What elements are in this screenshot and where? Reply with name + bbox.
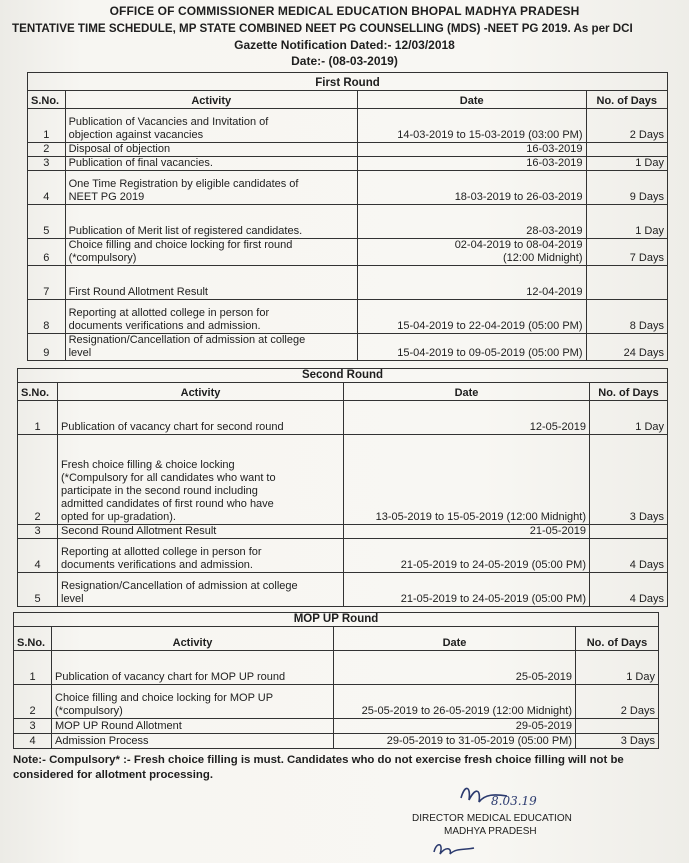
date-cell: [357, 334, 586, 361]
activity-line: Publication of Merit list of registered candidates.: [68, 225, 303, 237]
activity-cell: [58, 401, 344, 435]
date-cell: [334, 651, 576, 685]
date-cell: [357, 109, 586, 143]
schedule-row: [28, 334, 668, 361]
days-cell: [590, 525, 668, 539]
activity-line: First Round Allotment Result: [68, 286, 208, 298]
date-line: 29-05-2019 to 31-05-2019 (05:00 PM): [386, 735, 572, 747]
date-line: 16-03-2019: [526, 157, 583, 169]
row-number: 1: [18, 401, 58, 435]
schedule-row: [28, 109, 668, 143]
row-number: 5: [28, 205, 66, 239]
activity-line: Second Round Allotment Result: [61, 525, 217, 537]
activity-line: Admission Process: [55, 735, 149, 747]
activity-line: Resignation/Cancellation of admission at college: [61, 580, 298, 592]
activity-cell: [65, 143, 357, 157]
row-number: 5: [18, 573, 58, 607]
activity-line: documents verifications and admission.: [61, 559, 253, 571]
row-number: 7: [28, 266, 66, 300]
column-header-row: [18, 383, 668, 401]
date-line: 15-04-2019 to 09-05-2019 (05:00 PM): [397, 347, 583, 359]
activity-cell: [58, 435, 344, 525]
activity-cell: [65, 300, 357, 334]
activity-cell: [52, 734, 334, 749]
date-cell: [357, 205, 586, 239]
column-header-row: [28, 91, 668, 109]
schedule-row: [28, 300, 668, 334]
column-header-days: No. of Days: [576, 627, 659, 651]
column-header-activity: Activity: [65, 91, 357, 109]
date-cell: [357, 239, 586, 266]
activity-cell: [52, 651, 334, 685]
days-cell: 4 Days: [590, 573, 668, 607]
days-cell: [586, 143, 667, 157]
date-line: 25-05-2019: [515, 671, 572, 683]
date-line: 16-03-2019: [526, 143, 583, 155]
activity-line: Publication of vacancy chart for MOP UP round: [55, 671, 286, 683]
row-number: 4: [14, 734, 52, 749]
date-cell: [357, 171, 586, 205]
column-header-date: Date: [334, 627, 576, 651]
date-cell: [344, 573, 590, 607]
activity-line: admitted candidates of first round who have: [61, 498, 274, 510]
schedule-row: [18, 525, 668, 539]
date-cell: [334, 719, 576, 734]
days-cell: 2 Days: [586, 109, 667, 143]
row-number: 4: [28, 171, 66, 205]
date-line: 12-05-2019: [529, 421, 586, 433]
date-line: 02-04-2019 to 08-04-2019: [454, 239, 583, 251]
activity-line: documents verifications and admission.: [68, 320, 261, 332]
activity-line: opted for up-gradation).: [61, 511, 176, 523]
activity-line: (*Compulsory for all candidates who want to: [61, 472, 276, 484]
signatory-state: MADHYA PRADESH: [444, 826, 537, 837]
days-cell: 3 Days: [590, 435, 668, 525]
date-line: 21-05-2019: [529, 525, 586, 537]
days-cell: 9 Days: [586, 171, 667, 205]
row-number: 9: [28, 334, 66, 361]
activity-line: One Time Registration by eligible candidates of: [68, 178, 299, 190]
round-title-row: [14, 613, 659, 627]
mopup-round-table: [13, 612, 659, 749]
date-line: 13-05-2019 to 15-05-2019 (12:00 Midnight): [375, 511, 586, 523]
schedule-row: [14, 719, 659, 734]
schedule-row: [18, 573, 668, 607]
days-cell: 4 Days: [590, 539, 668, 573]
schedule-row: [28, 143, 668, 157]
date-line: 15-04-2019 to 22-04-2019 (05:00 PM): [397, 320, 583, 332]
days-cell: 1 Day: [586, 205, 667, 239]
date-line: 14-03-2019 to 15-03-2019 (03:00 PM): [397, 129, 583, 141]
first-round-table: [27, 72, 668, 361]
schedule-row: [28, 205, 668, 239]
date-line: 21-05-2019 to 24-05-2019 (05:00 PM): [400, 593, 586, 605]
schedule-row: [18, 435, 668, 525]
activity-cell: [65, 171, 357, 205]
office-title: OFFICE OF COMMISSIONER MEDICAL EDUCATION BHOPAL MADHYA PRADESH: [109, 4, 580, 18]
document-date: Date:- (08-03-2019): [291, 54, 398, 68]
activity-line: Fresh choice filling & choice locking: [61, 459, 235, 471]
activity-line: Publication of Vacancies and Invitation of: [68, 116, 269, 128]
activity-line: level: [61, 593, 84, 605]
activity-line: participate in the second round including: [61, 485, 258, 497]
row-number: 1: [14, 651, 52, 685]
row-number: 3: [18, 525, 58, 539]
schedule-row: [28, 266, 668, 300]
activity-line: Publication of vacancy chart for second round: [61, 421, 284, 433]
date-cell: [334, 734, 576, 749]
activity-cell: [65, 266, 357, 300]
row-number: 3: [14, 719, 52, 734]
second-round-table: [17, 368, 668, 607]
activity-line: Publication of final vacancies.: [68, 157, 213, 169]
date-line: 18-03-2019 to 26-03-2019: [454, 191, 583, 203]
days-cell: 1 Day: [590, 401, 668, 435]
schedule-row: [18, 539, 668, 573]
schedule-title: TENTATIVE TIME SCHEDULE, MP STATE COMBINED NEET PG COUNSELLING (MDS) -NEET PG 2019. As per DCI: [12, 22, 633, 35]
column-header-activity: Activity: [58, 383, 344, 401]
activity-cell: [65, 205, 357, 239]
round-title-row: [28, 73, 668, 91]
row-number: 2: [28, 143, 66, 157]
activity-cell: [58, 525, 344, 539]
days-cell: 2 Days: [576, 685, 659, 719]
round-title-row: [18, 369, 668, 383]
date-cell: [344, 435, 590, 525]
schedule-row: [18, 401, 668, 435]
activity-line: Reporting at allotted college in person for: [68, 307, 270, 319]
activity-cell: [58, 573, 344, 607]
activity-cell: [58, 539, 344, 573]
days-cell: 8 Days: [586, 300, 667, 334]
round-title: Second Round: [18, 369, 668, 383]
days-cell: 1 Day: [576, 651, 659, 685]
row-number: 2: [18, 435, 58, 525]
activity-line: NEET PG 2019: [68, 191, 145, 203]
days-cell: [586, 266, 667, 300]
row-number: 8: [28, 300, 66, 334]
date-line: 29-05-2019: [515, 720, 572, 732]
activity-cell: [52, 685, 334, 719]
gazette-line: Gazette Notification Dated:- 12/03/2018: [234, 38, 455, 52]
date-cell: [357, 300, 586, 334]
column-header-sno: S.No.: [18, 383, 58, 401]
column-header-date: Date: [357, 91, 586, 109]
column-header-sno: S.No.: [14, 627, 52, 651]
signatory-title: DIRECTOR MEDICAL EDUCATION: [412, 813, 572, 824]
date-cell: [357, 143, 586, 157]
column-header-activity: Activity: [52, 627, 334, 651]
activity-line: MOP UP Round Allotment: [55, 720, 182, 732]
row-number: 1: [28, 109, 66, 143]
row-number: 6: [28, 239, 66, 266]
activity-line: Resignation/Cancellation of admission at college: [68, 334, 306, 346]
schedule-row: [28, 157, 668, 171]
date-line: 28-03-2019: [526, 225, 583, 237]
schedule-row: [14, 651, 659, 685]
date-cell: [357, 157, 586, 171]
row-number: 4: [18, 539, 58, 573]
days-cell: 1 Day: [586, 157, 667, 171]
days-cell: 7 Days: [586, 239, 667, 266]
row-number: 3: [28, 157, 66, 171]
activity-line: (*compulsory): [68, 252, 137, 264]
activity-line: Choice filling and choice locking for MOP UP: [55, 692, 274, 704]
round-title: MOP UP Round: [14, 613, 659, 627]
activity-cell: [52, 719, 334, 734]
column-header-date: Date: [344, 383, 590, 401]
schedule-row: [14, 685, 659, 719]
activity-line: Choice filling and choice locking for first round: [68, 239, 293, 251]
date-cell: [357, 266, 586, 300]
activity-cell: [65, 109, 357, 143]
column-header-sno: S.No.: [28, 91, 66, 109]
activity-cell: [65, 157, 357, 171]
signature-date: 8.03.19: [491, 794, 537, 808]
days-cell: [576, 719, 659, 734]
handwritten-initials-mark: [430, 838, 490, 860]
date-cell: [344, 525, 590, 539]
activity-line: (*compulsory): [55, 705, 123, 717]
compulsory-note: Note:- Compulsory* :- Fresh choice filling is must. Candidates who do not exercise fresh choice filling will not be considered for allotment processing.: [13, 754, 624, 781]
days-cell: 3 Days: [576, 734, 659, 749]
schedule-row: [14, 734, 659, 749]
date-line: (12:00 Midnight): [503, 252, 583, 264]
activity-line: level: [68, 347, 92, 359]
column-header-days: No. of Days: [590, 383, 668, 401]
date-line: 12-04-2019: [526, 286, 583, 298]
row-number: 2: [14, 685, 52, 719]
schedule-row: [28, 239, 668, 266]
activity-line: Disposal of objection: [68, 143, 171, 155]
date-line: 25-05-2019 to 26-05-2019 (12:00 Midnight): [361, 705, 572, 717]
round-title: First Round: [28, 73, 668, 91]
signatory-block: [412, 812, 592, 838]
date-cell: [344, 539, 590, 573]
column-header-row: [14, 627, 659, 651]
schedule-row: [28, 171, 668, 205]
date-cell: [334, 685, 576, 719]
days-cell: 24 Days: [586, 334, 667, 361]
activity-line: Reporting at allotted college in person for: [61, 546, 262, 558]
activity-line: objection against vacancies: [68, 129, 204, 141]
date-cell: [344, 401, 590, 435]
activity-cell: [65, 334, 357, 361]
date-line: 21-05-2019 to 24-05-2019 (05:00 PM): [400, 559, 586, 571]
activity-cell: [65, 239, 357, 266]
column-header-days: No. of Days: [586, 91, 667, 109]
